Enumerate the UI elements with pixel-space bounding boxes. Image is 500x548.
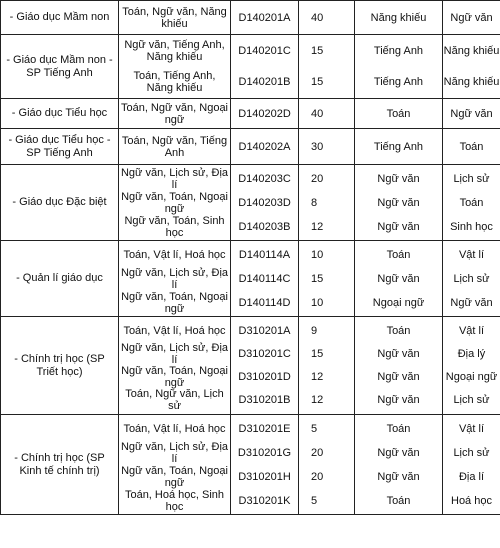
main-subject-cell: [355, 317, 443, 415]
quota-value: 15: [311, 45, 324, 57]
subject-combination: Toán, Ngữ văn, Tiếng Anh: [121, 134, 228, 159]
main-subject: Tiếng Anh: [373, 76, 424, 88]
main-subject: Ngữ văn: [377, 172, 420, 185]
subject-combination: Ngữ văn, Toán, Ngoại ngữ: [121, 365, 228, 389]
quota-value: 20: [311, 172, 324, 185]
subject-combination-cell: [119, 317, 231, 415]
subject-combination-cell: [119, 99, 231, 129]
second-subject: Địa lí: [458, 470, 485, 483]
major-code: D310201G: [237, 446, 292, 459]
quota-value: 40: [311, 11, 324, 24]
major-name: - Giáo dục Tiểu học - SP Tiếng Anh: [1, 129, 119, 165]
main-subject: Ngữ văn: [377, 220, 420, 233]
quota-value: 40: [311, 107, 324, 120]
quota-value-cell: [299, 241, 355, 317]
main-subject: Toán: [386, 325, 411, 337]
second-subject-cell: [443, 317, 500, 415]
major-name: - Quản lí giáo dục: [1, 241, 119, 317]
second-subject-cell: [443, 1, 500, 35]
quota-value-cell: [299, 415, 355, 515]
quota-value: 10: [311, 248, 324, 261]
major-code: D140114C: [238, 272, 291, 285]
subject-combination: Toán, Ngữ văn, Lịch sử: [125, 388, 224, 412]
second-subject-cell: [443, 415, 500, 515]
main-subject-cell: [355, 99, 443, 129]
second-subject: Vật lí: [458, 422, 485, 435]
major-code: D310201C: [238, 348, 291, 360]
major-row: [1, 415, 500, 515]
second-subject: Toán: [459, 140, 484, 153]
subject-combination: Toán, Ngữ văn, Năng khiếu: [122, 5, 227, 30]
quota-value-cell: [299, 165, 355, 241]
subject-combination: Ngữ văn, Tiếng Anh, Năng khiếu: [124, 39, 225, 63]
second-subject: Lịch sử: [453, 394, 490, 406]
second-subject: Lịch sử: [453, 446, 490, 459]
second-subject: Vật lí: [458, 325, 485, 337]
subject-combination-cell: [119, 35, 231, 99]
quota-value: 30: [311, 140, 324, 153]
quota-value-cell: [299, 1, 355, 35]
second-subject: Năng khiếu: [443, 45, 500, 57]
quota-value-cell: [299, 317, 355, 415]
main-subject: Ngoại ngữ: [372, 296, 425, 309]
major-code: D140201B: [238, 76, 291, 88]
subject-combination: Ngữ văn, Lịch sử, Địa lí: [120, 440, 229, 465]
major-code: D140202A: [238, 140, 291, 153]
major-code: D310201A: [238, 325, 291, 337]
major-code-cell: [231, 99, 299, 129]
quota-value: 12: [311, 220, 324, 233]
subject-combination: Toán, Vật lí, Hoá học: [123, 422, 226, 435]
second-subject-cell: [443, 241, 500, 317]
major-code: D140201A: [238, 11, 291, 24]
second-subject: Ngoại ngữ: [445, 371, 498, 383]
major-row: [1, 241, 500, 317]
second-subject-cell: [443, 129, 500, 165]
main-subject-cell: [355, 35, 443, 99]
main-subject: Năng khiếu: [370, 11, 427, 24]
subject-combination-cell: [119, 129, 231, 165]
quota-value: 5: [311, 494, 318, 507]
major-code: D140203C: [238, 172, 291, 185]
main-subject: Ngữ văn: [377, 371, 420, 383]
major-code-cell: [231, 317, 299, 415]
major-row: [1, 129, 500, 165]
main-subject: Ngữ văn: [377, 196, 420, 209]
main-subject: Toán: [386, 248, 411, 261]
subject-combination-cell: [119, 415, 231, 515]
major-code: D140203B: [238, 220, 291, 233]
major-code: D310201E: [238, 422, 291, 435]
subject-combination-cell: [119, 1, 231, 35]
major-code-cell: [231, 241, 299, 317]
main-subject: Tiếng Anh: [373, 45, 424, 57]
major-name: - Giáo dục Tiểu học: [1, 99, 119, 129]
subject-combination: Ngữ văn, Toán, Ngoại ngữ: [121, 464, 228, 489]
main-subject: Ngữ văn: [377, 348, 420, 360]
subject-combination: Toán, Hoá học, Sinh học: [124, 488, 225, 513]
main-subject: Toán: [386, 494, 411, 507]
main-subject-cell: [355, 415, 443, 515]
second-subject: Địa lý: [457, 348, 486, 360]
major-name: - Giáo dục Mầm non: [1, 1, 119, 35]
second-subject: Ngữ văn: [450, 296, 493, 309]
major-code: D140203D: [238, 196, 291, 209]
major-code-cell: [231, 1, 299, 35]
major-code: D310201K: [238, 494, 291, 507]
quota-value: 15: [311, 348, 324, 360]
second-subject-cell: [443, 165, 500, 241]
subject-combination: Ngữ văn, Toán, Ngoại ngữ: [121, 190, 228, 215]
quota-value: 15: [311, 272, 324, 285]
second-subject: Lịch sử: [453, 272, 490, 285]
major-code: D310201D: [238, 371, 291, 383]
table-body: [1, 1, 500, 515]
major-code: D140114A: [238, 248, 291, 261]
quota-value: 5: [311, 422, 318, 435]
second-subject: Sinh học: [450, 220, 493, 233]
second-subject-cell: [443, 35, 500, 99]
quota-value: 10: [311, 296, 324, 309]
second-subject: Ngữ văn: [450, 107, 493, 120]
second-subject: Toán: [459, 196, 484, 209]
major-code: D310201H: [238, 470, 291, 483]
main-subject: Ngữ văn: [377, 272, 420, 285]
quota-value: 20: [311, 446, 324, 459]
major-code-cell: [231, 415, 299, 515]
subject-combination: Toán, Vật lí, Hoá học: [123, 325, 226, 337]
main-subject-cell: [355, 165, 443, 241]
main-subject: Toán: [386, 422, 411, 435]
major-name: - Chính trị học (SP Triết học): [1, 317, 119, 415]
major-code-cell: [231, 129, 299, 165]
major-name: - Giáo dục Đặc biệt: [1, 165, 119, 241]
main-subject-cell: [355, 129, 443, 165]
major-code-cell: [231, 165, 299, 241]
subject-combination: Ngữ văn, Toán, Ngoại ngữ: [121, 290, 228, 315]
subject-combination-cell: [119, 165, 231, 241]
quota-value-cell: [299, 99, 355, 129]
major-row: [1, 99, 500, 129]
major-row: [1, 165, 500, 241]
quota-value: 9: [311, 325, 318, 337]
major-code: D310201B: [238, 394, 291, 406]
main-subject-cell: [355, 1, 443, 35]
second-subject: Ngữ văn: [450, 11, 493, 24]
major-code-cell: [231, 35, 299, 99]
quota-value: 8: [311, 196, 318, 209]
quota-value: 12: [311, 394, 324, 406]
major-name: - Giáo dục Mầm non - SP Tiếng Anh: [1, 35, 119, 99]
major-code: D140114D: [238, 296, 291, 309]
subject-combination: Ngữ văn, Lịch sử, Địa lí: [120, 266, 229, 291]
main-subject: Ngữ văn: [377, 446, 420, 459]
major-row: [1, 35, 500, 99]
subject-combination: Toán, Vật lí, Hoá học: [123, 248, 226, 261]
major-row: [1, 1, 500, 35]
subject-combination: Ngữ văn, Lịch sử, Địa lí: [120, 166, 229, 191]
second-subject: Hoá học: [451, 494, 492, 507]
main-subject: Toán: [386, 107, 411, 120]
second-subject-cell: [443, 99, 500, 129]
subject-combination: Toán, Tiếng Anh, Năng khiếu: [133, 70, 216, 94]
quota-value: 20: [311, 470, 324, 483]
main-subject: Ngữ văn: [377, 470, 420, 483]
second-subject: Vật lí: [458, 248, 485, 261]
subject-combination-cell: [119, 241, 231, 317]
second-subject: Năng khiếu: [443, 76, 500, 88]
quota-value-cell: [299, 35, 355, 99]
major-code: D140201C: [238, 45, 291, 57]
subject-combination: Ngữ văn, Toán, Sinh học: [124, 214, 225, 239]
major-name: - Chính trị học (SP Kinh tế chính trị): [1, 415, 119, 515]
quota-value: 15: [311, 76, 324, 88]
major-code: D140202D: [238, 107, 291, 120]
subject-combination: Ngữ văn, Lịch sử, Địa lí: [120, 342, 229, 366]
quota-value: 12: [311, 371, 324, 383]
main-subject: Ngữ văn: [377, 394, 420, 406]
second-subject: Lịch sử: [453, 172, 490, 185]
main-subject-cell: [355, 241, 443, 317]
quota-value-cell: [299, 129, 355, 165]
subject-combination: Toán, Ngữ văn, Ngoại ngữ: [120, 101, 229, 126]
main-subject: Tiếng Anh: [373, 140, 424, 153]
major-row: [1, 317, 500, 415]
